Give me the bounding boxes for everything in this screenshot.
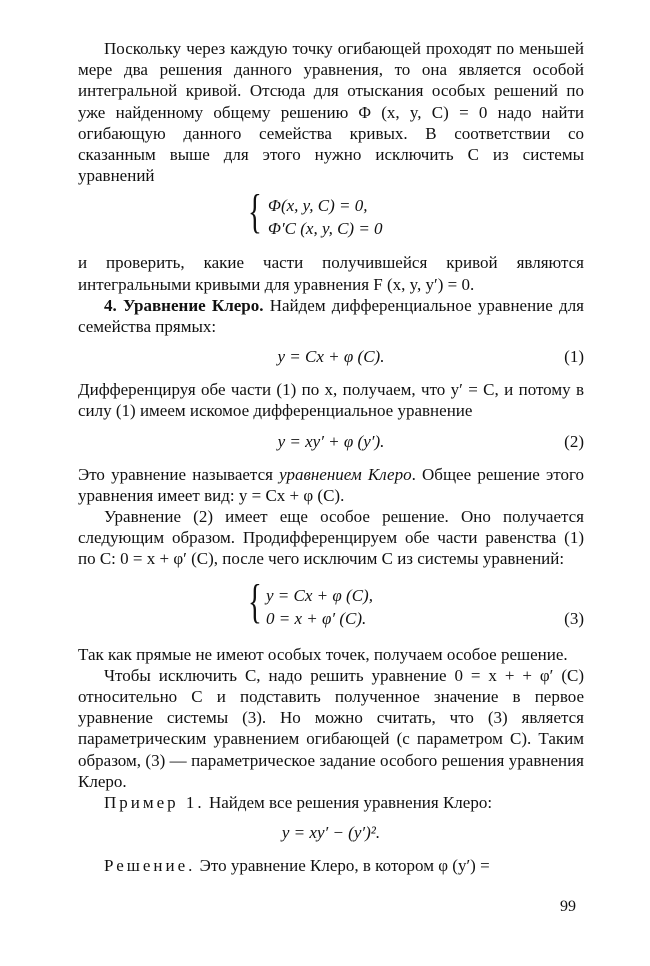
paragraph-2: и проверить, какие части получившейся кривой являются интегральными кривыми для уравнения F (x, y, y′) = 0. bbox=[78, 253, 584, 294]
clairaut-term: уравнением Клеро bbox=[279, 464, 412, 484]
solution-label: Решение. bbox=[104, 856, 196, 876]
brace: { bbox=[248, 185, 262, 239]
equation-example-body: y = xy′ − (y′)². bbox=[281, 823, 381, 843]
paragraph-3 bbox=[78, 295, 584, 337]
paragraph-4: Дифференцируя обе части (1) по x, получаем, что y′ = C, и потому в силу (1) имеем искомое дифференциальное уравнение bbox=[78, 380, 584, 421]
equation-1 bbox=[78, 346, 584, 368]
system1-line-2: Φ′C (x, y, C) = 0 bbox=[268, 219, 383, 239]
paragraph-5-a: Это уравнение называется bbox=[78, 464, 280, 484]
paragraph-7: Так как прямые не имеют особых точек, получаем особое решение. bbox=[78, 644, 568, 664]
brace: { bbox=[248, 574, 262, 628]
example-text: Найдем все решения уравнения Клеро: bbox=[204, 793, 493, 813]
solution-paragraph bbox=[78, 855, 584, 876]
equation-1-number: (1) bbox=[564, 347, 584, 367]
paragraph-5 bbox=[78, 464, 584, 506]
equation-1-body: y = Cx + φ (C). bbox=[277, 347, 385, 367]
equation-2-body: y = xy′ + φ (y′). bbox=[277, 431, 385, 451]
system3-line-1: y = Cx + φ (C), bbox=[266, 585, 373, 605]
example-paragraph bbox=[78, 792, 584, 813]
equation-2 bbox=[78, 431, 584, 453]
solution-text: Это уравнение Клеро, в котором φ (y′) = bbox=[195, 856, 490, 876]
paragraph-5-b: . Общее решение этого уравнения имеет вид: y = Cx + φ (C). bbox=[78, 464, 584, 505]
system1-line-1: Φ(x, y, C) = 0, bbox=[268, 196, 368, 216]
equation-2-number: (2) bbox=[564, 431, 584, 451]
equation-system-1 bbox=[78, 185, 584, 242]
paragraph-1: Поскольку через каждую точку огибающей проходят по меньшей мере два решения данного уравнения, то она является особой интегральной кривой. Отсюда для отыскания особых решений по уже найденному общему решению Φ (x, y, C) = 0 надо найти огибающую данного семейства кривых. В соответствии со сказанным выше для этого нужно исключить C из системы уравнений bbox=[78, 39, 584, 186]
paragraph-3-text: Найдем дифференциальное уравнение для семейства прямых: bbox=[78, 295, 584, 337]
equation-example bbox=[78, 822, 584, 844]
equation-system-3 bbox=[78, 574, 584, 632]
example-label: Пример 1. bbox=[104, 793, 205, 813]
paragraph-6: Уравнение (2) имеет еще особое решение. Оно получается следующим образом. Продифференцируем обе части равенства (1) по C: 0 = x + φ′ (C), после чего исключим C из системы уравнений: bbox=[78, 507, 584, 569]
page-text bbox=[78, 38, 584, 876]
page-number: 99 bbox=[560, 898, 576, 915]
paragraph-8: Чтобы исключить C, надо решить уравнение 0 = x + + φ′ (C) относительно C и подставить полученное значение в первое уравнение системы (3). Но можно считать, что (3) является параметрическим уравнением огибающей (с параметром C). Таким образом, (3) — параметрическое задание особого решения уравнения Клеро. bbox=[78, 665, 584, 791]
system3-line-2: 0 = x + φ′ (C). bbox=[266, 608, 367, 628]
equation-3-number: (3) bbox=[564, 608, 584, 628]
section-heading: 4. Уравнение Клеро. bbox=[104, 295, 264, 315]
